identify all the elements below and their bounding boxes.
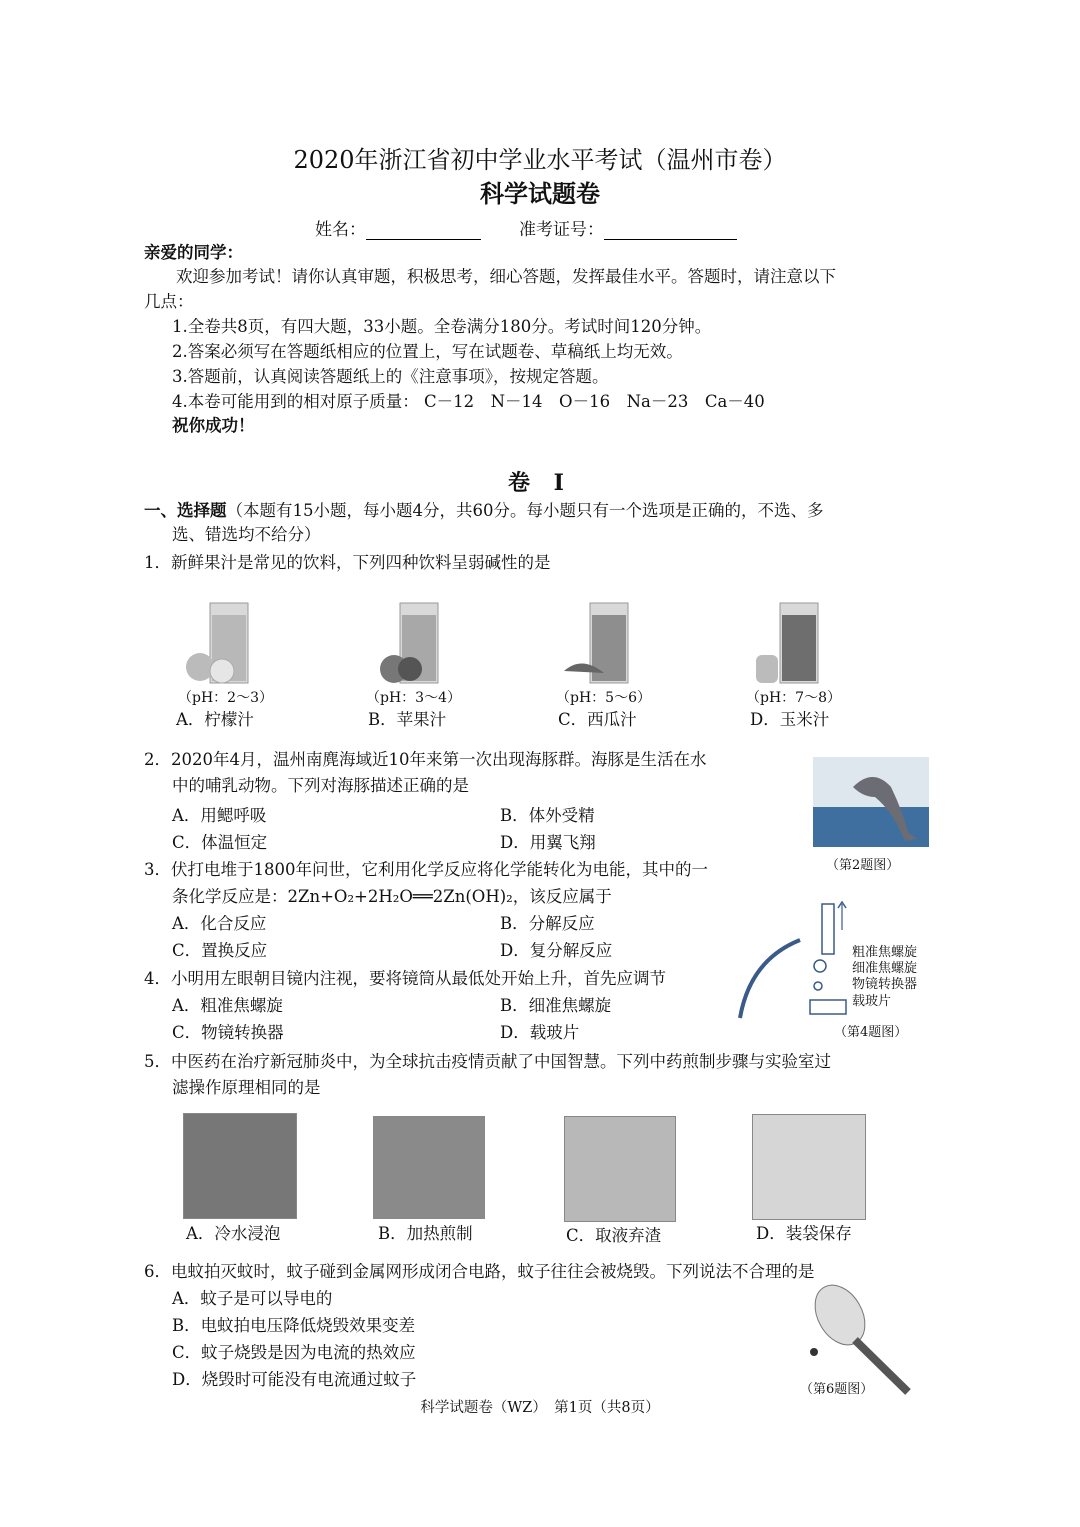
dolphin-image	[813, 757, 929, 847]
q3-option-c[interactable]: C．置换反应	[172, 941, 268, 960]
intro-line-2: 几点：	[144, 292, 194, 311]
q1-stem: 1．新鲜果汁是常见的饮料，下列四种饮料呈弱碱性的是	[144, 553, 551, 572]
microscope-diagram	[730, 900, 850, 1020]
exam-title: 2020年浙江省初中学业水平考试（温州市卷）	[293, 146, 787, 174]
note-3: 3.答题前，认真阅读答题纸上的《注意事项》，按规定答题。	[172, 367, 609, 386]
q3-stem-1: 3．伏打电堆于1800年问世，它利用化学反应将化学能转化为电能，其中的一	[144, 860, 708, 879]
q6-option-a[interactable]: A．蚊子是可以导电的	[172, 1289, 333, 1308]
q1-ph-a: （pH：2～3）	[178, 690, 273, 706]
microscope-label-slide: 载玻片	[852, 994, 892, 1009]
q1-ph-b: （pH：3～4）	[366, 690, 461, 706]
q3-option-b[interactable]: B．分解反应	[500, 914, 595, 933]
q3-option-d[interactable]: D．复分解反应	[500, 941, 613, 960]
note-4: 4.本卷可能用到的相对原子质量： C－12 N－14 O－16 Na－23 Ca－40	[172, 392, 765, 411]
q4-option-c[interactable]: C．物镜转换器	[172, 1023, 284, 1042]
q3-stem-2: 条化学反应是：2Zn+O₂+2H₂O══2Zn(OH)₂，该反应属于	[172, 887, 612, 906]
q1-image-apple	[372, 595, 452, 685]
q2-option-a[interactable]: A．用鳃呼吸	[172, 806, 267, 825]
q5-image-filter	[564, 1116, 676, 1222]
q6-stem: 6．电蚊拍灭蚊时，蚊子碰到金属网形成闭合电路，蚊子往往会被烧毁。下列说法不合理的是	[144, 1262, 815, 1281]
closing: 祝你成功！	[172, 416, 255, 435]
q6-figure-caption: （第6题图）	[800, 1382, 874, 1397]
page-footer: 科学试题卷（WZ） 第1页（共8页）	[420, 1400, 660, 1416]
section-heading-line-2: 选、错选均不给分）	[172, 525, 321, 544]
q1-image-watermelon	[562, 595, 642, 685]
note-1: 1.全卷共8页，有四大题，33小题。全卷满分180分。考试时间120分钟。	[172, 317, 712, 336]
q6-option-d[interactable]: D．烧毁时可能没有电流通过蚊子	[172, 1370, 417, 1389]
q1-option-a[interactable]: A．柠檬汁	[176, 710, 254, 729]
q4-option-b[interactable]: B．细准焦螺旋	[500, 996, 612, 1015]
q2-stem-1: 2．2020年4月，温州南麂海域近10年来第一次出现海豚群。海豚是生活在水	[144, 750, 707, 769]
q2-option-d[interactable]: D．用翼飞翔	[500, 833, 596, 852]
q1-option-c[interactable]: C．西瓜汁	[558, 710, 637, 729]
section-heading-rest: （本题有15小题，每小题4分，共60分。每小题只有一个选项是正确的，不选、多	[226, 501, 824, 520]
q5-stem-1: 5．中医药在治疗新冠肺炎中，为全球抗击疫情贡献了中国智慧。下列中药煎制步骤与实验室过	[144, 1052, 831, 1071]
q2-figure-caption: （第2题图）	[826, 858, 900, 873]
microscope-label-fine: 细准焦螺旋	[852, 961, 918, 976]
name-field[interactable]	[366, 221, 481, 240]
id-field[interactable]	[604, 221, 737, 240]
q6-option-c[interactable]: C．蚊子烧毁是因为电流的热效应	[172, 1343, 416, 1362]
q4-option-a[interactable]: A．粗准焦螺旋	[172, 996, 283, 1015]
q5-option-a[interactable]: A．冷水浸泡	[186, 1224, 281, 1243]
greeting: 亲爱的同学：	[144, 243, 243, 262]
intro-line-1: 欢迎参加考试！请你认真审题，积极思考，细心答题，发挥最佳水平。答题时，请注意以下	[176, 267, 836, 286]
q2-stem-2: 中的哺乳动物。下列对海豚描述正确的是	[172, 776, 469, 795]
q1-option-b[interactable]: B．苹果汁	[368, 710, 447, 729]
q5-option-d[interactable]: D．装袋保存	[756, 1224, 852, 1243]
name-label: 姓名：	[315, 220, 366, 240]
q5-option-c[interactable]: C．取液弃渣	[566, 1226, 662, 1245]
q5-stem-2: 滤操作原理相同的是	[172, 1078, 321, 1097]
q5-image-soak	[183, 1113, 297, 1219]
note-2: 2.答案必须写在答题纸相应的位置上，写在试题卷、草稿纸上均无效。	[172, 342, 683, 361]
q1-option-d[interactable]: D．玉米汁	[750, 710, 830, 729]
q1-ph-d: （pH：7～8）	[746, 690, 841, 706]
q1-image-lemon	[182, 595, 262, 685]
q2-option-c[interactable]: C．体温恒定	[172, 833, 268, 852]
exam-subtitle: 科学试题卷	[480, 180, 600, 208]
q6-option-b[interactable]: B．电蚊拍电压降低烧毁效果变差	[172, 1316, 416, 1335]
q2-option-b[interactable]: B．体外受精	[500, 806, 595, 825]
q4-figure-caption: （第4题图）	[834, 1025, 908, 1040]
q5-image-bag	[752, 1114, 866, 1220]
q1-image-corn	[752, 595, 832, 685]
section-title: 卷 Ⅰ	[508, 470, 572, 496]
q4-stem: 4．小明用左眼朝目镜内注视，要将镜筒从最低处开始上升，首先应调节	[144, 969, 666, 988]
q4-option-d[interactable]: D．载玻片	[500, 1023, 580, 1042]
q3-option-a[interactable]: A．化合反应	[172, 914, 267, 933]
q1-ph-c: （pH：5～6）	[556, 690, 651, 706]
microscope-label-nosepiece: 物镜转换器	[852, 977, 918, 992]
q5-image-boil	[373, 1116, 485, 1219]
id-label: 准考证号：	[519, 220, 604, 240]
candidate-info-row	[315, 215, 737, 240]
section-heading	[144, 499, 824, 523]
section-heading-bold: 一、选择题	[144, 501, 227, 520]
q5-option-b[interactable]: B．加热煎制	[378, 1224, 473, 1243]
microscope-label-coarse: 粗准焦螺旋	[852, 945, 918, 960]
